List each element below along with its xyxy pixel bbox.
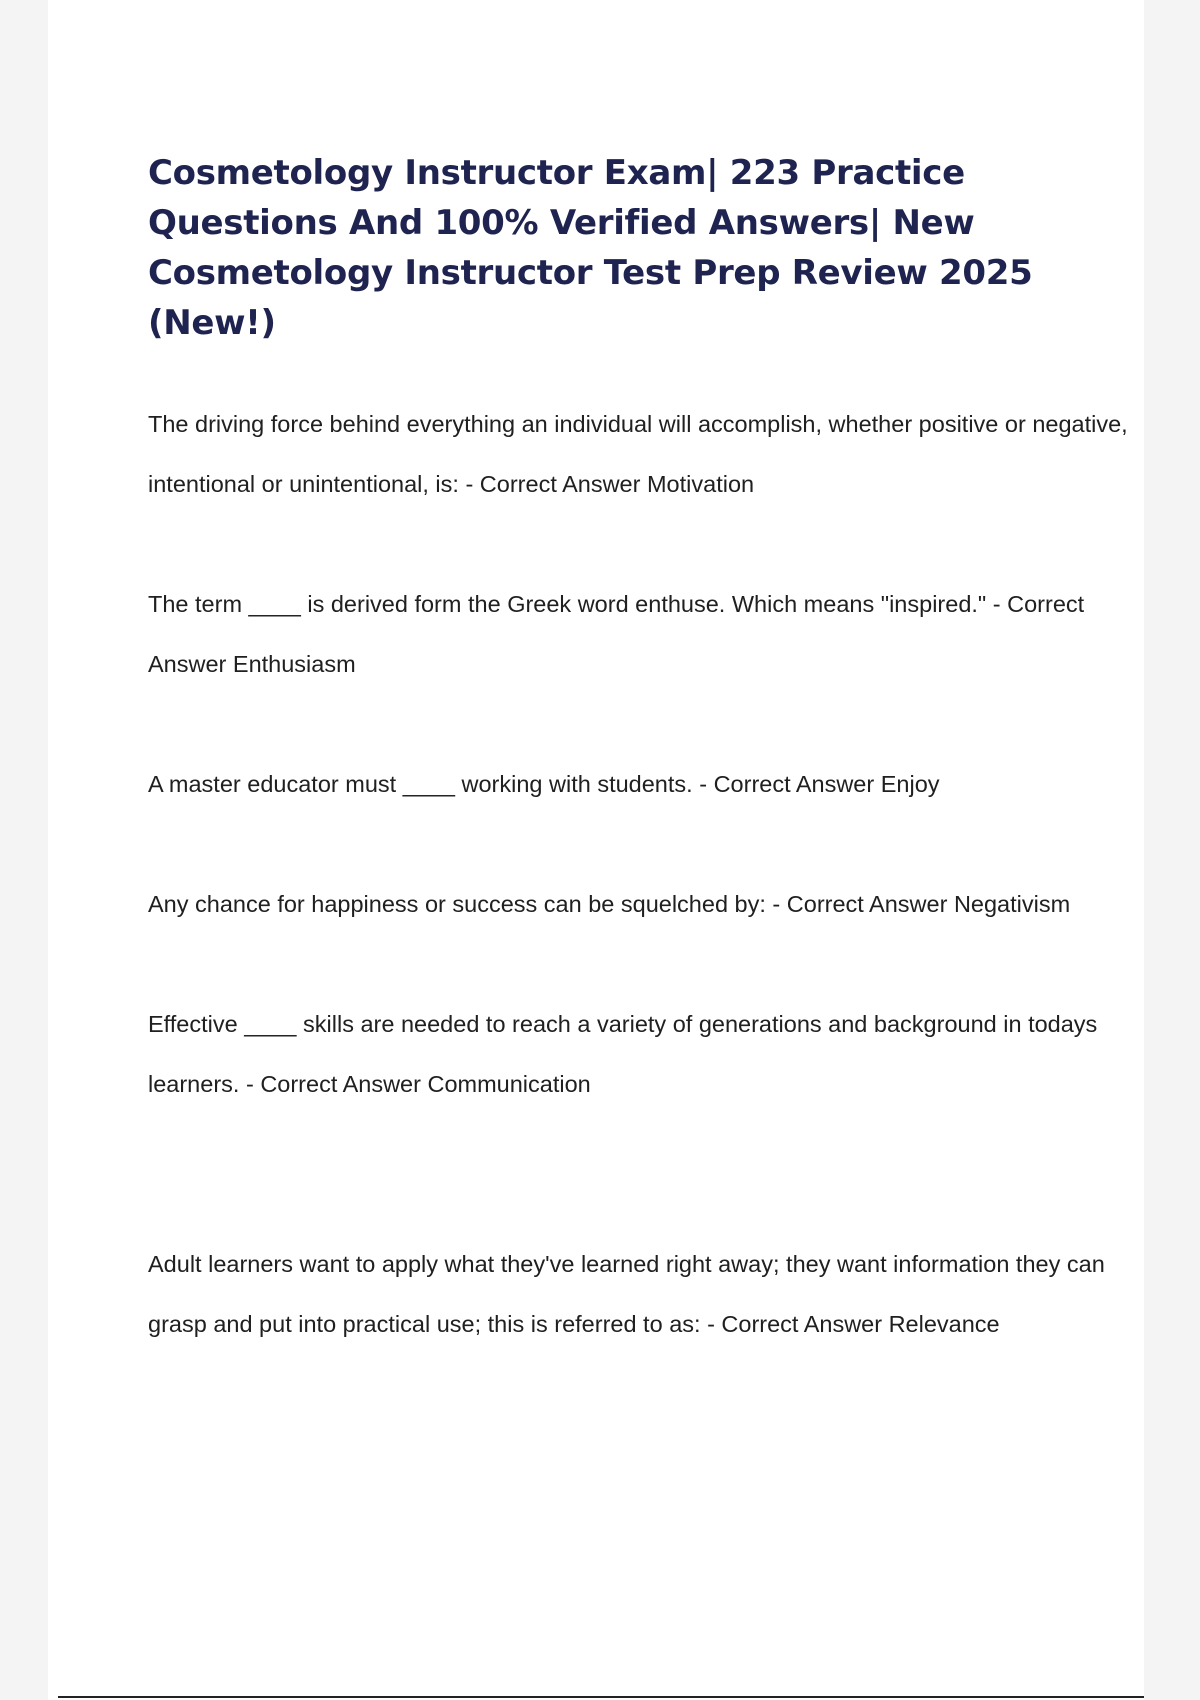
qa-item-motivation: The driving force behind everything an individual will accomplish, whether positive or negative, intentional or unintentional, is: - Correct Answer Motivation — [148, 411, 1128, 497]
document-body — [148, 148, 1138, 1354]
document-page — [48, 0, 1144, 1700]
footer-divider — [58, 1696, 1144, 1698]
qa-item-enthusiasm: The term ____ is derived form the Greek word enthuse. Which means "inspired." - Correct Answer Enthusiasm — [148, 591, 1085, 677]
qa-item-relevance: Adult learners want to apply what they've learned right away; they want information they can grasp and put into practical use; this is referred to as: - Correct Answer Relevance — [148, 1251, 1105, 1337]
qa-item-communication: Effective ____ skills are needed to reach a variety of generations and background in todays learners. - Correct Answer Communication — [148, 1011, 1098, 1097]
document-title: Cosmetology Instructor Exam| 223 Practice Questions And 100% Verified Answers| New Cosmetology Instructor Test Prep Review 2025 (New!) — [148, 153, 1033, 343]
qa-item-enjoy: A master educator must ____ working with students. - Correct Answer Enjoy — [148, 771, 940, 797]
qa-item-negativism: Any chance for happiness or success can be squelched by: - Correct Answer Negativism — [148, 891, 1071, 917]
